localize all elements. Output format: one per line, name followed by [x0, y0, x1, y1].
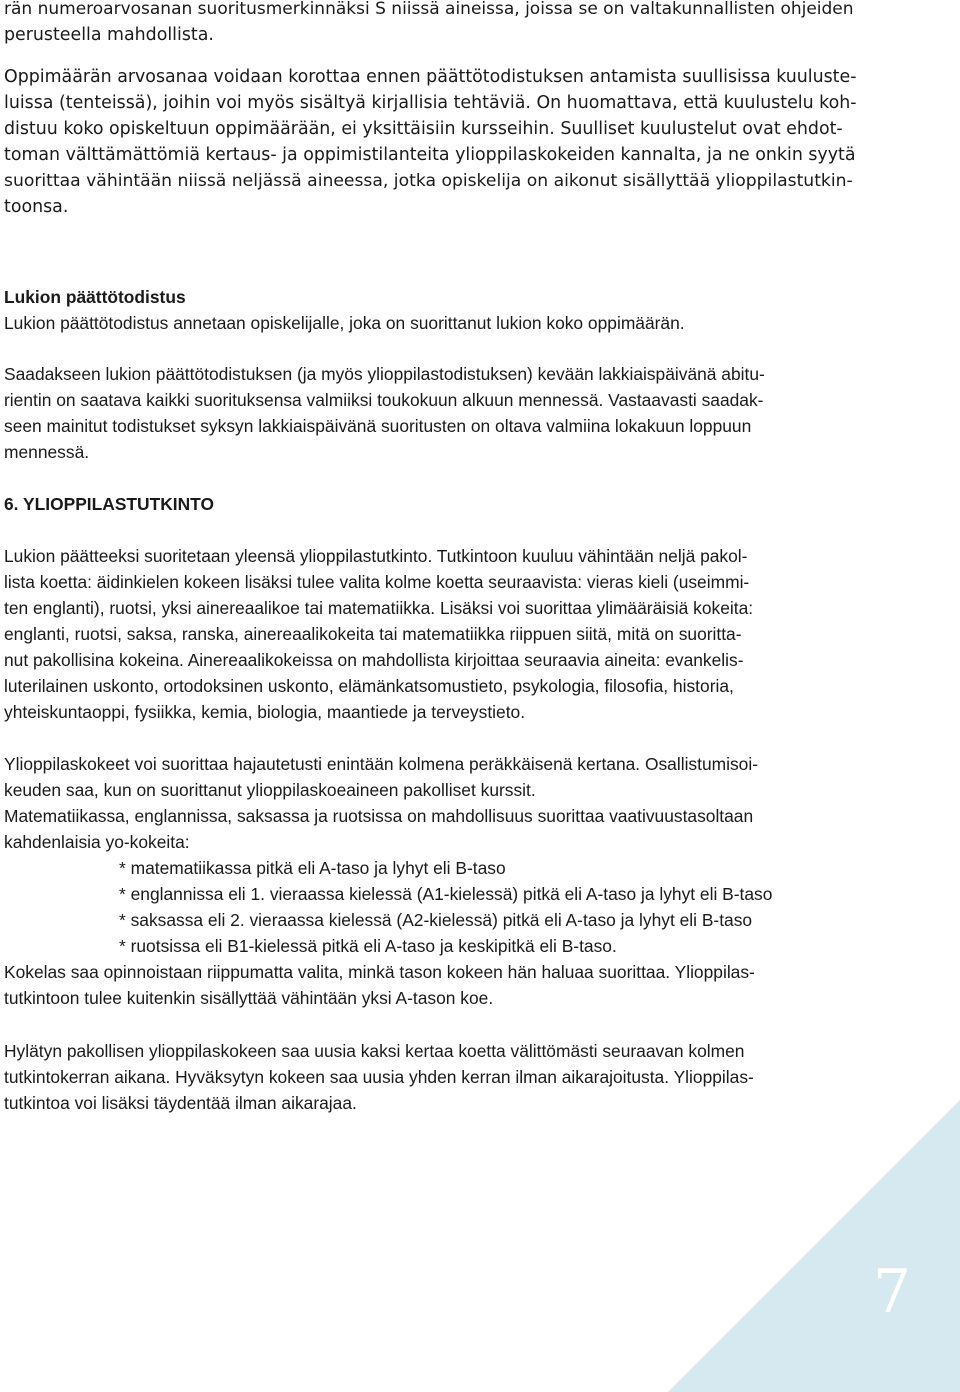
text-line: Lukion päättötodistus annetaan opiskelijalle, joka on suorittanut lukion koko oppimäärän. [4, 313, 685, 333]
section-6 [4, 491, 862, 517]
paragraph-3 [4, 361, 862, 465]
text-line: rän numeroarvosanan suoritusmerkinnäksi S niissä aineissa, joissa se on valtakunnallisten ohjeiden [4, 0, 854, 19]
list-item: * englannissa eli 1. vieraassa kielessä (A1-kielessä) pitkä eli A-taso ja lyhyt eli B-taso [119, 884, 773, 904]
text-line: perusteella mahdollista. [4, 25, 214, 45]
list-item: * ruotsissa eli B1-kielessä pitkä eli A-taso ja keskipitkä eli B-taso. [119, 936, 617, 956]
text-line: tutkintokerran aikana. Hyväksytyn kokeen saa uusia yhden kerran ilman aikarajoitusta. Ylioppilas- [4, 1067, 754, 1087]
text-line: Kokelas saa opinnoistaan riippumatta valita, minkä tason kokeen hän haluaa suorittaa. Ylioppilas- [4, 962, 755, 982]
text-line: keuden saa, kun on suorittanut ylioppilaskoeaineen pakolliset kurssit. [4, 780, 536, 800]
text-line: Hylätyn pakollisen ylioppilaskokeen saa uusia kaksi kertaa koetta välittömästi seuraavan kolmen [4, 1041, 745, 1061]
paragraph-1 [4, 0, 862, 48]
section-lukion [4, 284, 862, 336]
text-line: Matematiikassa, englannissa, saksassa ja ruotsissa on mahdollisuus suorittaa vaativuustasoltaan [4, 806, 754, 826]
section-heading: 6. YLIOPPILASTUTKINTO [4, 494, 215, 514]
text-line: Saadakseen lukion päättötodistuksen (ja myös ylioppilastodistuksen) kevään lakkiaispäivänä abitu- [4, 364, 765, 384]
text-line: nut pakollisina kokeina. Ainereaalikokeissa on mahdollista kirjoittaa seuraavia aineita: evankelis- [4, 650, 744, 670]
text-line: Oppimäärän arvosanaa voidaan korottaa ennen päättötodistuksen antamista suullisissa kuuluste- [4, 67, 857, 87]
text-line: englanti, ruotsi, saksa, ranska, ainereaalikokeita tai matematiikka riippuen siitä, mitä on suoritta- [4, 624, 742, 644]
text-line: tutkintoa voi lisäksi täydentää ilman aikarajaa. [4, 1093, 357, 1113]
text-line: mennessä. [4, 442, 90, 462]
text-line: distuu koko opiskeltuun oppimäärään, ei yksittäisiin kursseihin. Suulliset kuulustelut ovat ehdot- [4, 119, 843, 139]
text-line: rientin on saatava kaikki suorituksensa valmiiksi toukokuun alkuun mennessä. Vastaavasti saadak- [4, 390, 764, 410]
text-line: kahdenlaisia yo-kokeita: [4, 832, 190, 852]
list-item: * matematiikassa pitkä eli A-taso ja lyhyt eli B-taso [119, 858, 506, 878]
text-line: luissa (tenteissä), joihin voi myös sisältyä kirjallisia tehtäviä. On huomattava, että kuulustelu koh- [4, 93, 857, 113]
section-heading: Lukion päättötodistus [4, 287, 186, 307]
paragraph-2 [4, 64, 862, 220]
paragraph-4 [4, 543, 862, 725]
text-line: Lukion päätteeksi suoritetaan yleensä ylioppilastutkinto. Tutkintoon kuuluu vähintään neljä pakol- [4, 546, 748, 566]
text-line: ten englanti), ruotsi, yksi ainereaalikoe tai matematiikka. Lisäksi voi suorittaa ylimääräisiä kokeita: [4, 598, 754, 618]
text-line: tutkintoon tulee kuitenkin sisällyttää vähintään yksi A-tason koe. [4, 988, 494, 1008]
text-line: luterilainen uskonto, ortodoksinen uskonto, elämänkatsomustieto, psykologia, filosofia, historia, [4, 676, 734, 696]
text-line: toman välttämättömiä kertaus- ja oppimistilanteita ylioppilaskokeiden kannalta, ja ne onkin syytä [4, 145, 856, 165]
text-line: toonsa. [4, 197, 69, 217]
paragraph-5 [4, 751, 862, 1011]
corner-triangle [668, 1100, 960, 1392]
list-item: * saksassa eli 2. vieraassa kielessä (A2-kielessä) pitkä eli A-taso ja lyhyt eli B-taso [119, 910, 753, 930]
text-line: suorittaa vähintään niissä neljässä aineessa, jotka opiskelija on aikonut sisällyttää ylioppilastutkin- [4, 171, 853, 191]
text-line: yhteiskuntaoppi, fysiikka, kemia, biologia, maantiede ja terveystieto. [4, 702, 526, 722]
text-line: lista koetta: äidinkielen kokeen lisäksi tulee valita kolme koetta seuraavista: vieras kieli (useimmi- [4, 572, 750, 592]
page-number: 7 [872, 1257, 912, 1327]
paragraph-6 [4, 1038, 862, 1116]
text-line: seen mainitut todistukset syksyn lakkiaispäivänä suoritusten on oltava valmiina lokakuun loppuun [4, 416, 752, 436]
text-line: Ylioppilaskokeet voi suorittaa hajautetusti enintään kolmena peräkkäisenä kertana. Osallistumisoi- [4, 754, 759, 774]
